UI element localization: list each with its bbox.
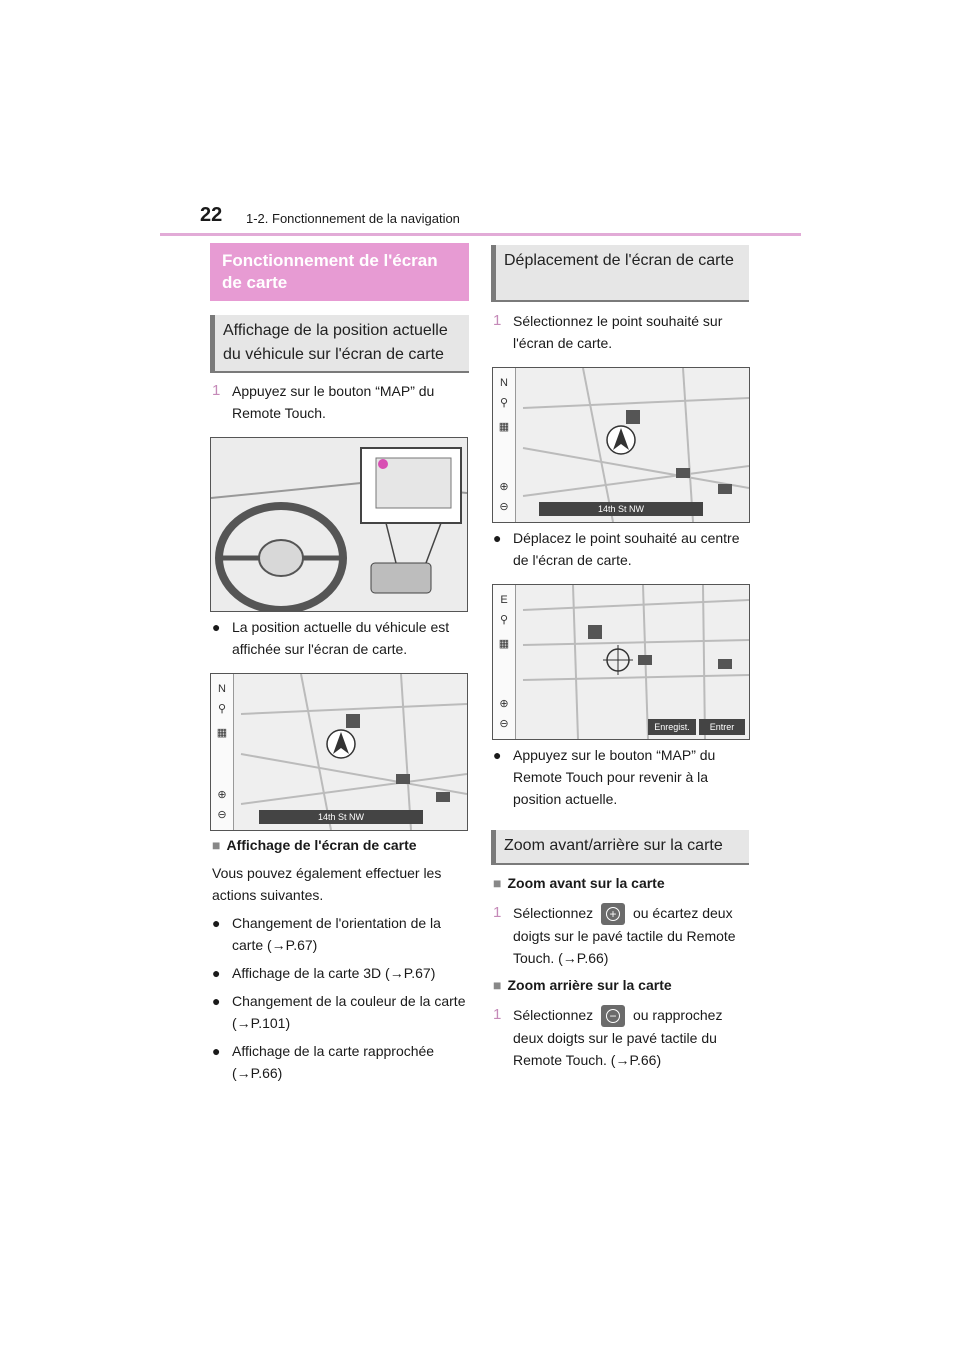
subhead-zoom-in [493,872,665,894]
bullet-mark: ● [212,1043,221,1059]
enter-button[interactable]: Entrer [699,719,745,735]
bullet-mark: ● [212,993,221,1009]
subtitle-current-position: Affichage de la position actuelle du véhicule sur l'écran de carte [210,315,469,373]
header-rule [160,233,801,236]
page-number: 22 [200,204,223,226]
title-move-map: Déplacement de l'écran de carte [491,245,749,302]
grid-icon: ▦ [216,727,228,739]
zoom-in-icon: + [601,903,625,925]
step-number: 1 [493,904,502,921]
compass-icon: E [500,594,508,606]
compass-icon: N [218,683,226,695]
action-text: Changement de la couleur de la carte (→P.101) [232,993,466,1031]
subhead-zoom-out [493,974,672,996]
step-zoom-out [493,1004,749,1071]
action-item-3d [212,962,468,984]
pin-icon: ⚲ [499,614,509,626]
subhead-text: Affichage de l'écran de carte [226,837,417,853]
street-label: 14th St NW [259,810,423,824]
bullet-mark: ● [212,965,221,981]
action-item-closeup [212,1040,468,1084]
step-text-post: ou écartez deux doigts sur le pavé tactile du Remote Touch. (→P.66) [513,905,736,967]
zoom-out-icon: ⊖ [499,501,509,513]
step-zoom-in [493,902,749,969]
section-title: 1-2. Fonctionnement de la navigation [246,211,460,226]
square-mark: ■ [212,837,221,853]
map-screen-select [492,367,750,523]
main-title: Fonctionnement de l'écran de carte [210,243,469,301]
pin-icon: ⚲ [499,397,509,409]
map-sidebar [211,674,234,830]
intro-text: Vous pouvez également effectuer les actions suivantes. [212,865,442,903]
bullet-mark: ● [212,915,221,931]
zoom-out-icon: ⊖ [217,809,227,821]
action-text: Affichage de la carte rapprochée (→P.66) [232,1043,435,1081]
zoom-out-icon: ⊖ [499,718,509,730]
bullet-return-position [493,744,749,810]
step-text: Appuyez sur le bouton “MAP” du Remote Touch. [232,383,435,421]
grid-icon: ▦ [498,421,510,433]
zoom-in-icon: ⊕ [499,481,509,493]
street-label: 14th St NW [539,502,703,516]
step-press-map [212,380,468,424]
step-select-point [493,310,749,354]
map-sidebar [493,368,516,522]
bullet-current-position [212,616,468,660]
square-mark: ■ [493,875,502,891]
zoom-in-icon: ⊕ [499,698,509,710]
bullet-mark: ● [493,747,502,763]
square-mark: ■ [493,977,502,993]
bullet-text: La position actuelle du véhicule est affichée sur l'écran de carte. [232,619,450,657]
bullet-mark: ● [212,619,221,635]
action-text: Changement de l'orientation de la carte (→P.67) [232,915,441,953]
map-sidebar [493,585,516,739]
step-text-post: ou rapprochez deux doigts sur le pavé tactile du Remote Touch. (→P.66) [513,1007,723,1069]
zoom-out-icon: − [601,1005,625,1027]
zoom-in-icon: ⊕ [217,789,227,801]
save-button[interactable]: Enregist. [648,719,696,735]
title-zoom: Zoom avant/arrière sur la carte [491,830,749,865]
pin-icon: ⚲ [217,703,227,715]
step-text: Sélectionnez le point souhaité sur l'écran de carte. [513,313,723,351]
bullet-text: Déplacez le point souhaité au centre de l'écran de carte. [513,530,740,568]
bullet-move-point [493,527,749,571]
action-item-color [212,990,468,1034]
subhead-text: Zoom avant sur la carte [507,875,665,891]
cockpit-illustration [210,437,468,612]
action-item-orientation [212,912,468,956]
step-text-pre: Sélectionnez [513,905,594,921]
grid-icon: ▦ [498,638,510,650]
compass-icon: N [500,377,508,389]
map-screen-current [210,673,468,831]
bullet-text: Appuyez sur le bouton “MAP” du Remote Touch pour revenir à la position actuelle. [513,747,716,807]
action-text: Affichage de la carte 3D (→P.67) [232,965,436,981]
bullet-mark: ● [493,530,502,546]
step-number: 1 [493,1006,502,1023]
step-text-pre: Sélectionnez [513,1007,594,1023]
step-number: 1 [212,382,221,399]
map-screen-moved [492,584,750,740]
subhead-map-display [212,834,417,856]
step-text [493,902,749,969]
step-text [493,1004,749,1071]
step-number: 1 [493,312,502,329]
subhead-text: Zoom arrière sur la carte [507,977,672,993]
